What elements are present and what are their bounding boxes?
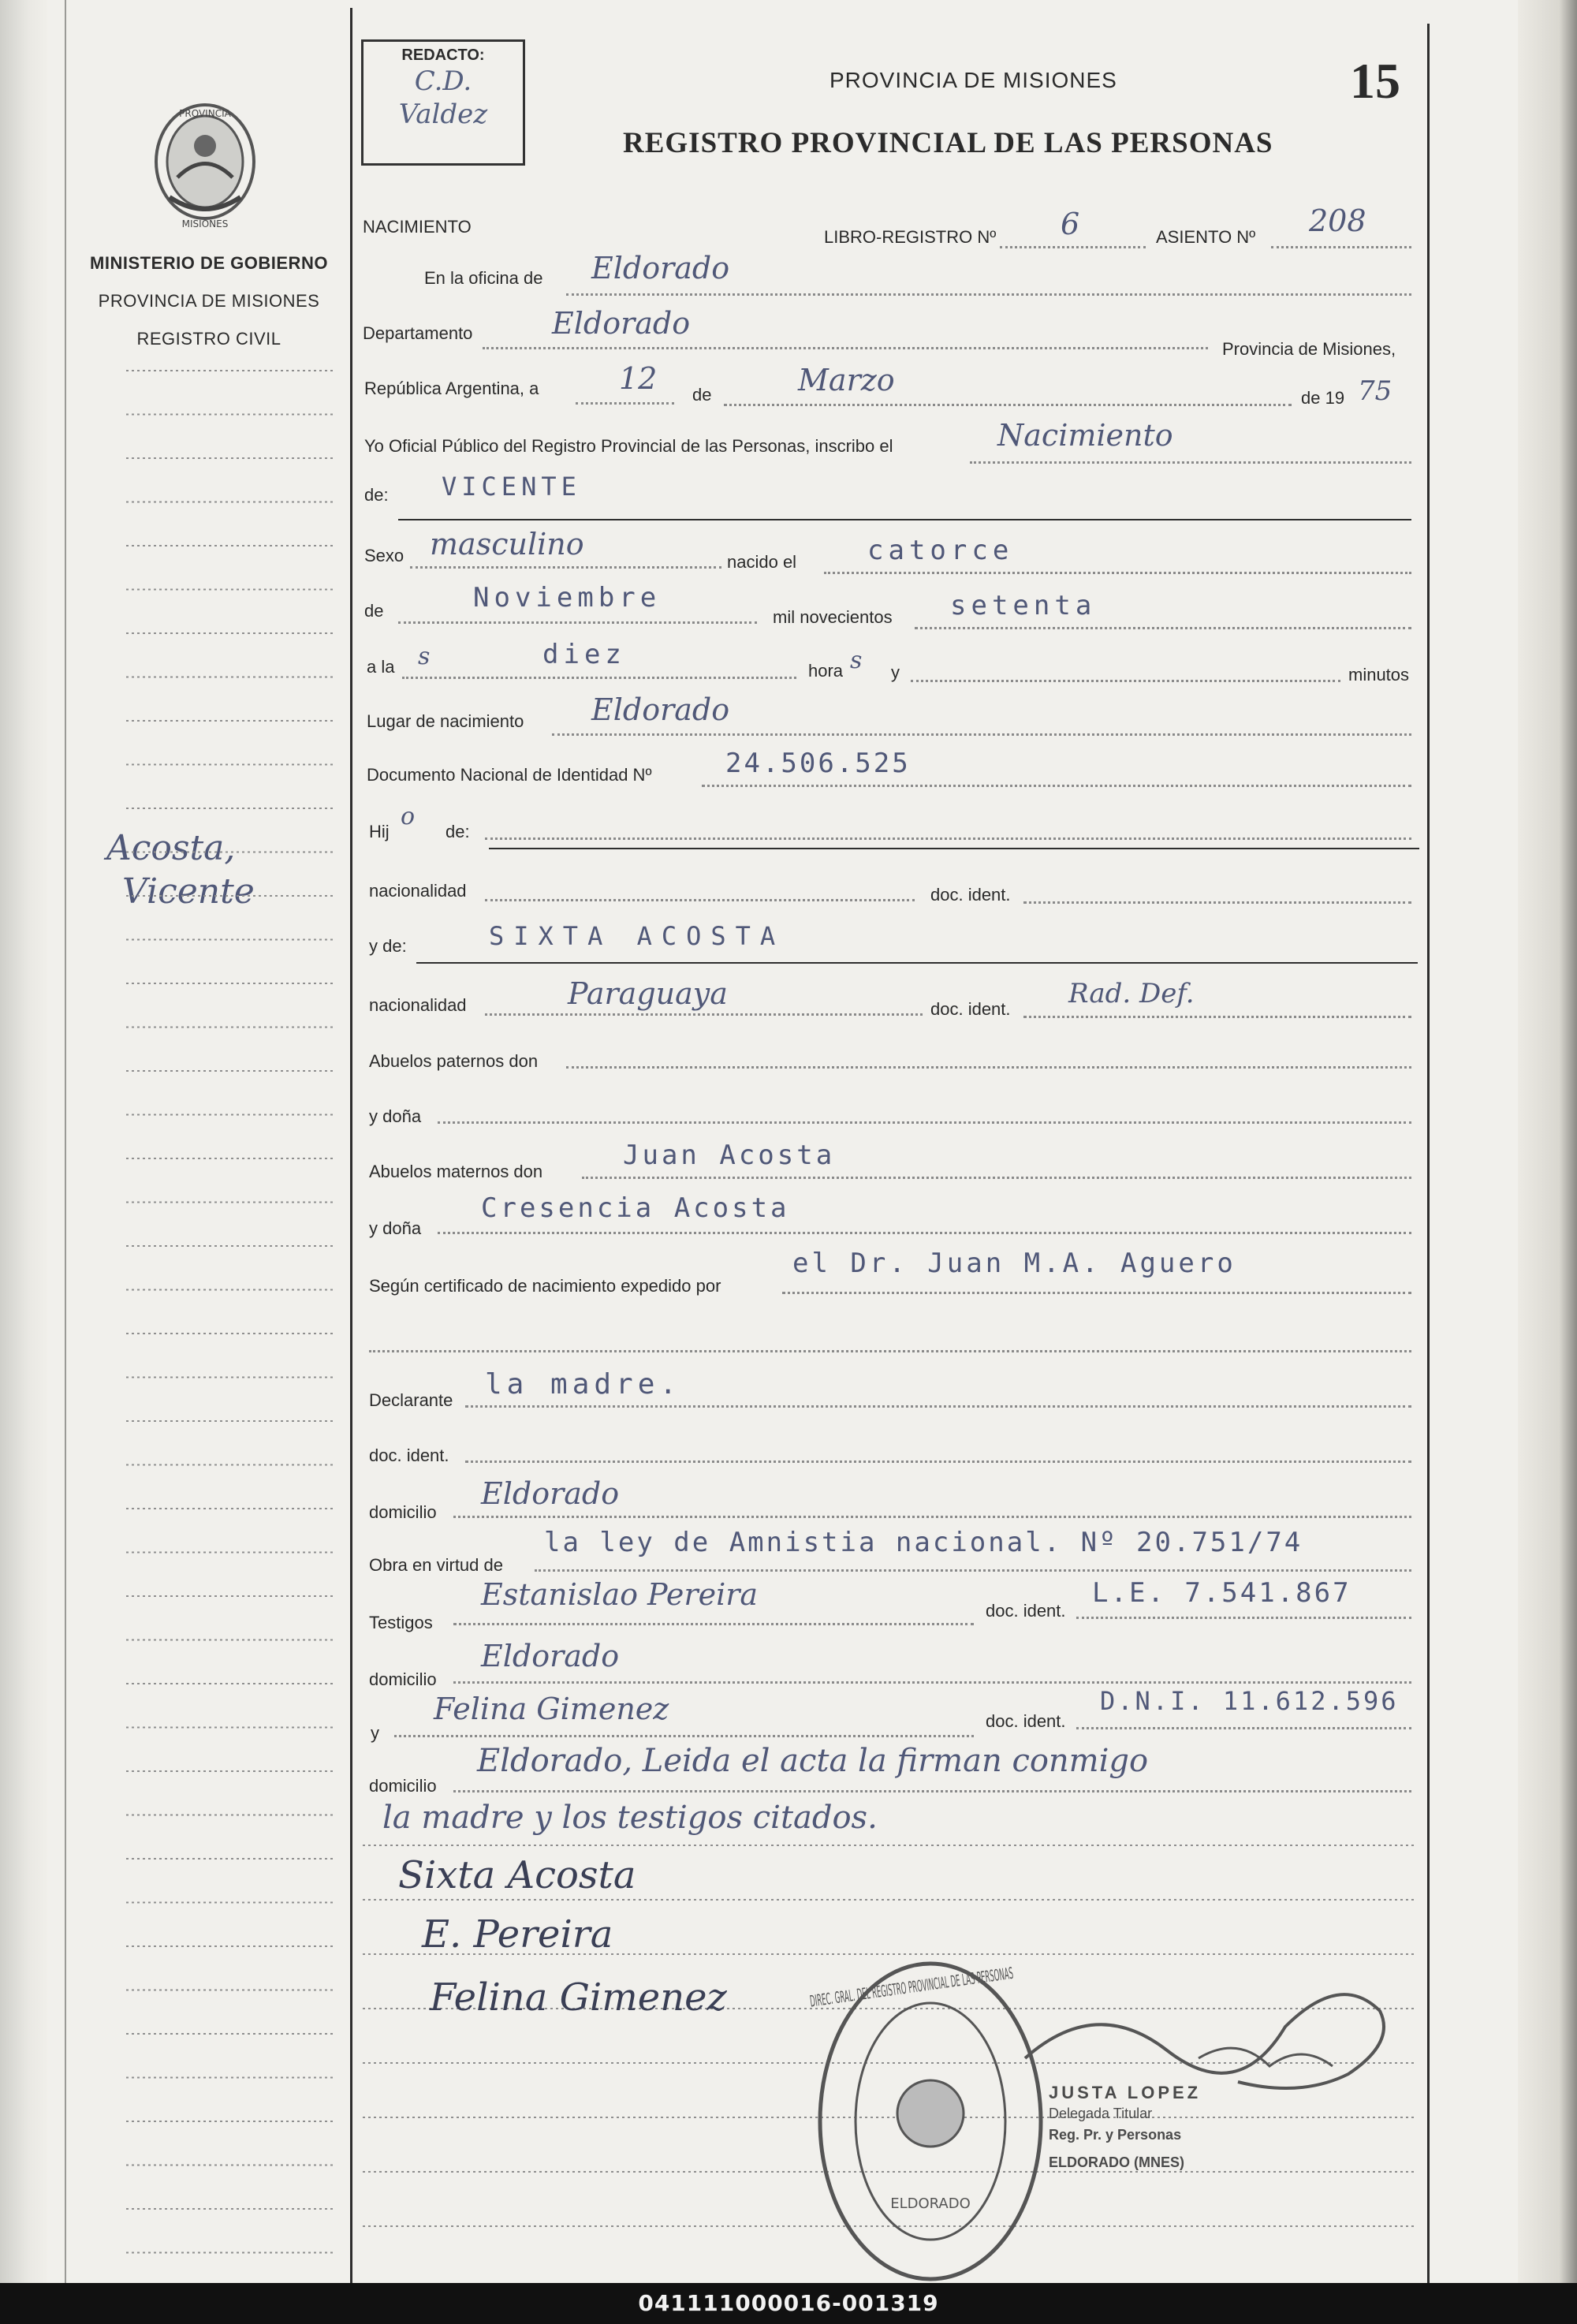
label-libro: LIBRO-REGISTRO Nº bbox=[824, 227, 997, 247]
dots-lugar bbox=[552, 733, 1411, 736]
label-oficial: Yo Oficial Público del Registro Provincial de las Personas, inscribo el bbox=[364, 436, 893, 456]
dots-acto bbox=[970, 461, 1411, 464]
label-nacido-el: nacido el bbox=[727, 552, 797, 572]
dots-testigo2 bbox=[394, 1735, 974, 1737]
header-province: PROVINCIA DE MISIONES bbox=[830, 68, 1117, 92]
value-testigo2-domicilio: Eldorado, Leida el acta la firman conmigo bbox=[477, 1743, 1149, 1779]
label-segun: Según certificado de nacimiento expedido por bbox=[369, 1276, 721, 1296]
label-doc-madre: doc. ident. bbox=[930, 999, 1011, 1019]
dots-certificado bbox=[782, 1292, 1411, 1294]
label-nacimiento: NACIMIENTO bbox=[363, 217, 472, 237]
delegate-stamp bbox=[1049, 2082, 1201, 2173]
value-dia: 12 bbox=[619, 361, 658, 396]
value-nombre: VICENTE bbox=[442, 472, 581, 502]
value-hora: diez bbox=[542, 639, 626, 670]
sidebar-left-border bbox=[65, 0, 66, 2283]
coat-of-arms-icon bbox=[146, 103, 264, 229]
value-declarante: la madre. bbox=[485, 1368, 682, 1401]
left-page-edge bbox=[0, 0, 47, 2283]
frame-left-line bbox=[350, 8, 352, 2283]
redacto-box bbox=[361, 39, 525, 166]
dots-doc-padre bbox=[1023, 901, 1411, 904]
value-testigo1-domicilio: Eldorado bbox=[481, 1639, 620, 1673]
redacto-surname: Valdez bbox=[398, 99, 488, 130]
redacto-label: REDACTO: bbox=[401, 47, 485, 64]
dots-asiento bbox=[1271, 246, 1411, 248]
dots-mes bbox=[724, 404, 1292, 406]
label-y-testigo2: y bbox=[371, 1723, 379, 1743]
dots-abuelo-paterno bbox=[566, 1066, 1411, 1069]
value-madre-doc: Rad. Def. bbox=[1068, 978, 1195, 1009]
label-domicilio-testigo2: domicilio bbox=[369, 1776, 437, 1796]
dots-declarante bbox=[465, 1405, 1411, 1408]
signature-mother: Sixta Acosta bbox=[398, 1853, 636, 1897]
label-asiento: ASIENTO Nº bbox=[1156, 227, 1256, 247]
dots-dia bbox=[576, 402, 674, 405]
value-testigo2-doc: D.N.I. 11.612.596 bbox=[1100, 1686, 1399, 1716]
stamp-oval-text: DIREC. GRAL. DEL REGISTRO PROVINCIAL DE LAS PERSONAS bbox=[808, 1925, 1288, 2011]
value-anio: 75 bbox=[1358, 375, 1392, 407]
value-acto: Nacimiento bbox=[997, 418, 1173, 453]
label-doc-testigo2: doc. ident. bbox=[986, 1711, 1066, 1731]
label-domicilio-testigo1: domicilio bbox=[369, 1669, 437, 1689]
rule-nombre bbox=[398, 519, 1411, 520]
label-de-19: de 19 bbox=[1301, 388, 1345, 408]
label-documento: Documento Nacional de Identidad Nº bbox=[367, 765, 652, 785]
value-oficina: Eldorado bbox=[591, 251, 730, 285]
dots-padre bbox=[485, 837, 1411, 840]
label-hij: Hij bbox=[369, 822, 390, 841]
label-departamento: Departamento bbox=[363, 323, 473, 343]
stamp-oval-inner: ELDORADO bbox=[890, 2195, 971, 2212]
value-abuela-materna: Cresencia Acosta bbox=[481, 1192, 790, 1224]
dots-doc-declarante bbox=[465, 1460, 1411, 1463]
value-obra: la ley de Amnistia nacional. Nº 20.751/74 bbox=[544, 1527, 1303, 1558]
label-de: de bbox=[692, 385, 712, 405]
label-oficina: En la oficina de bbox=[424, 268, 543, 288]
label-abuela-materna: y doña bbox=[369, 1218, 422, 1238]
label-sexo: Sexo bbox=[364, 546, 405, 565]
dots-nacido bbox=[824, 572, 1411, 574]
value-nacido-mes: Noviembre bbox=[473, 582, 662, 614]
dots-testigo1 bbox=[453, 1623, 974, 1625]
label-minutos: minutos bbox=[1348, 665, 1410, 685]
dots-doc-madre bbox=[1023, 1016, 1411, 1018]
label-mil-novecientos: mil novecientos bbox=[773, 607, 893, 627]
value-dni: 24.506.525 bbox=[725, 748, 911, 779]
rule-madre bbox=[416, 962, 1418, 964]
value-testigo1: Estanislao Pereira bbox=[481, 1577, 759, 1612]
right-page-edge bbox=[1518, 0, 1577, 2283]
value-certificado: el Dr. Juan M.A. Aguero bbox=[792, 1248, 1236, 1279]
value-madre-nacionalidad: Paraguaya bbox=[568, 976, 728, 1011]
dots-departamento bbox=[483, 347, 1208, 349]
label-y-hora: y bbox=[891, 662, 900, 682]
dots-nacionalidad-madre bbox=[485, 1013, 923, 1016]
label-de-nombre: de: bbox=[364, 485, 389, 505]
page-number: 15 bbox=[1350, 53, 1400, 109]
label-hora: hora bbox=[808, 661, 844, 681]
sidebar-ruled-lines bbox=[79, 331, 339, 2279]
value-testigo1-doc: L.E. 7.541.867 bbox=[1092, 1577, 1351, 1609]
ministry-name: MINISTERIO DE GOBIERNO bbox=[90, 253, 328, 273]
label-obra: Obra en virtud de bbox=[369, 1555, 503, 1575]
dots-domicilio-testigo2 bbox=[453, 1790, 1411, 1792]
value-lugar: Eldorado bbox=[591, 692, 730, 727]
frame-right-line bbox=[1427, 24, 1430, 2283]
dots-hora bbox=[402, 677, 796, 679]
dots-nacido-mes bbox=[398, 621, 757, 624]
value-la-suffix: s bbox=[418, 643, 431, 670]
value-nacido-anio: setenta bbox=[950, 590, 1097, 621]
stamp-delegate-location: ELDORADO (MNES) bbox=[1049, 2154, 1184, 2170]
value-asiento: 208 bbox=[1309, 203, 1366, 238]
stamp-delegate-title: Delegada Titular bbox=[1049, 2106, 1153, 2121]
seal-text-bottom: MISIONES bbox=[181, 218, 229, 229]
redacto-initials: C.D. bbox=[414, 65, 472, 97]
footer-code: 041111000016-001319 bbox=[0, 2283, 1577, 2324]
rule-padre bbox=[489, 848, 1419, 849]
dots-abuela-materna bbox=[438, 1232, 1411, 1234]
value-libro: 6 bbox=[1061, 207, 1080, 241]
label-doc-declarante: doc. ident. bbox=[369, 1446, 449, 1465]
label-abuelos-paternos: Abuelos paternos don bbox=[369, 1051, 539, 1071]
label-abuela-paterna: y doña bbox=[369, 1106, 422, 1126]
value-hij-suffix: o bbox=[401, 803, 416, 830]
dots-domicilio-testigo1 bbox=[453, 1681, 1411, 1684]
label-testigos: Testigos bbox=[369, 1613, 433, 1632]
label-a-la: a la bbox=[367, 657, 395, 677]
dots-doc-testigo1 bbox=[1076, 1617, 1411, 1619]
signature-witness2: Felina Gimenez bbox=[430, 1975, 727, 2020]
dots-libro bbox=[1000, 246, 1146, 248]
signature-witness1: E. Pereira bbox=[422, 1912, 613, 1957]
label-nacionalidad-madre: nacionalidad bbox=[369, 995, 467, 1015]
label-de-mes: de bbox=[364, 601, 384, 621]
dots-dni bbox=[702, 785, 1411, 787]
value-madre: SIXTA ACOSTA bbox=[489, 921, 785, 951]
dots-domicilio-declarante bbox=[453, 1516, 1411, 1518]
dots-obra bbox=[535, 1569, 1411, 1572]
dots-nacido-anio bbox=[915, 627, 1411, 629]
value-abuelo-materno: Juan Acosta bbox=[623, 1140, 836, 1171]
dots-doc-testigo2 bbox=[1076, 1727, 1411, 1729]
value-departamento: Eldorado bbox=[552, 306, 691, 341]
page-title: REGISTRO PROVINCIAL DE LAS PERSONAS bbox=[623, 127, 1273, 159]
label-declarante: Declarante bbox=[369, 1390, 453, 1410]
value-nacido-dia: catorce bbox=[867, 535, 1014, 566]
value-testigo2: Felina Gimenez bbox=[434, 1692, 669, 1726]
label-lugar: Lugar de nacimiento bbox=[367, 711, 524, 731]
dots-minutos bbox=[911, 680, 1340, 682]
dots-sexo bbox=[410, 566, 721, 569]
ministry-province: PROVINCIA DE MISIONES bbox=[98, 291, 320, 311]
stamp-delegate-office: Reg. Pr. y Personas bbox=[1049, 2127, 1182, 2143]
label-y-de: y de: bbox=[369, 936, 407, 956]
label-domicilio-declarante: domicilio bbox=[369, 1502, 437, 1522]
label-provincia-misiones: Provincia de Misiones, bbox=[1222, 339, 1396, 359]
label-republica: República Argentina, a bbox=[364, 379, 539, 398]
value-mes: Marzo bbox=[798, 363, 895, 397]
label-doc-testigo1: doc. ident. bbox=[986, 1601, 1066, 1621]
dots-certificado-2 bbox=[369, 1350, 1411, 1352]
dots-abuelo-materno bbox=[582, 1177, 1411, 1179]
label-doc-padre: doc. ident. bbox=[930, 885, 1011, 905]
dots-abuela-paterna bbox=[438, 1121, 1411, 1124]
value-sexo: masculino bbox=[430, 527, 584, 561]
seal-text-top: PROVINCIA bbox=[179, 108, 231, 119]
label-abuelos-maternos: Abuelos maternos don bbox=[369, 1162, 543, 1181]
dots-oficina bbox=[566, 293, 1411, 296]
label-de-padre: de: bbox=[446, 822, 470, 841]
value-hora-suffix: s bbox=[850, 647, 863, 674]
stamp-delegate-name: JUSTA LOPEZ bbox=[1049, 2083, 1202, 2102]
value-domicilio-declarante: Eldorado bbox=[481, 1476, 620, 1511]
dots-nacionalidad-padre bbox=[485, 899, 915, 901]
label-nacionalidad-padre: nacionalidad bbox=[369, 881, 467, 901]
